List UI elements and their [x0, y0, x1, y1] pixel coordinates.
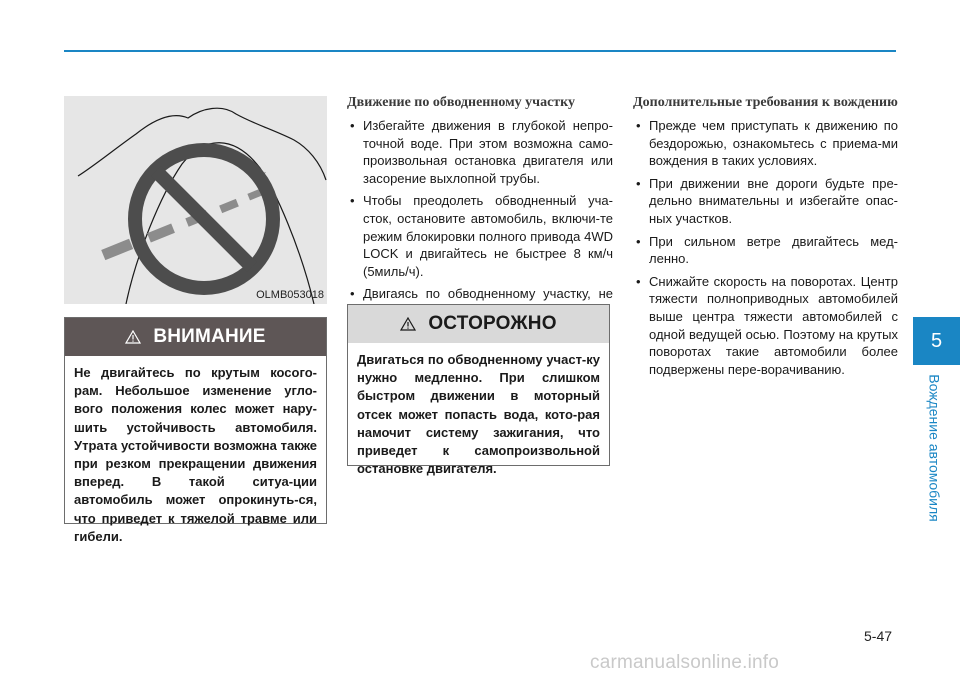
bullet-list: [347, 117, 613, 321]
figure-code: OLMB053018: [256, 289, 324, 301]
warning-box: [64, 317, 327, 544]
caution-title: ОСТОРОЖНО: [428, 313, 557, 334]
list-item: • Снижайте скорость на поворотах. Центр тяжести полноприводных автомобилей выше центра тяжести автомобилей с одной ведущей осью. Поэтому на крутых поворотах такие автомобили более подвержены пере-ворачиванию.: [636, 273, 898, 377]
list-item: • Избегайте движения в глубокой непро-точной воде. При этом возможна само-произвольная остановка двигателя или засорение выхлопной трубы.: [350, 118, 613, 186]
warning-title: ВНИМАНИЕ: [153, 326, 266, 347]
warning-header: [65, 318, 326, 356]
list-item: • Прежде чем приступать к движению по бездорожью, ознакомьтесь с приема-ми вождения в таких условиях.: [636, 118, 898, 169]
page-number: 5-47: [864, 628, 893, 644]
warning-text: Не двигайтесь по крутым косого-рам. Небольшое изменение угло-вого положения колес может нару-шить устойчивость автомобиля. Утрата устойчивости возможна также при резком прекращении движения вперед. В такой ситуа-ции автомобиль может опрокинуть-ся, что приведет к тяжелой травме или гибели.: [74, 365, 317, 544]
section-extra-requirements: [633, 94, 898, 383]
illustration-steep-slope: [64, 96, 327, 304]
top-rule: [64, 50, 896, 52]
list-item: • Чтобы преодолеть обводненный уча-сток, остановите автомобиль, включи-те режим блокировки полного привода 4WD LOCK и двигайтесь не быстрее 8 км/ч (5миль/ч).: [350, 193, 613, 279]
chapter-tab: 5: [913, 317, 960, 365]
no-entry-sign-icon: [135, 150, 273, 288]
caution-header: [348, 305, 609, 343]
watermark: carmanualsonline.info: [590, 652, 780, 673]
warning-triangle-icon: [400, 317, 416, 331]
caution-box: [347, 304, 610, 477]
list-item: • Двигаясь по обводненному участку, не: [350, 286, 613, 302]
caution-text: Двигаться по обводненному участ-ку нужно медленно. При слишком быстром движении в моторный отсек может попасть вода, кото-рая намочит систему зажигания, что приведет к самопроизвольной остановке двигателя.: [357, 352, 600, 477]
section-water-crossing: [347, 94, 613, 326]
list-item: • При сильном ветре двигайтесь мед-ленно.: [636, 233, 898, 267]
section-heading: Дополнительные требования к вождению: [633, 95, 898, 110]
bullet-list: [633, 117, 898, 378]
list-item: • При движении вне дороги будьте пре-дельно внимательны и избегайте опас-ных участков.: [636, 175, 898, 226]
section-heading: Движение по обводненному участку: [347, 95, 576, 110]
chapter-label: Вождение автомобиля: [927, 374, 944, 522]
warning-triangle-icon: [125, 330, 141, 344]
